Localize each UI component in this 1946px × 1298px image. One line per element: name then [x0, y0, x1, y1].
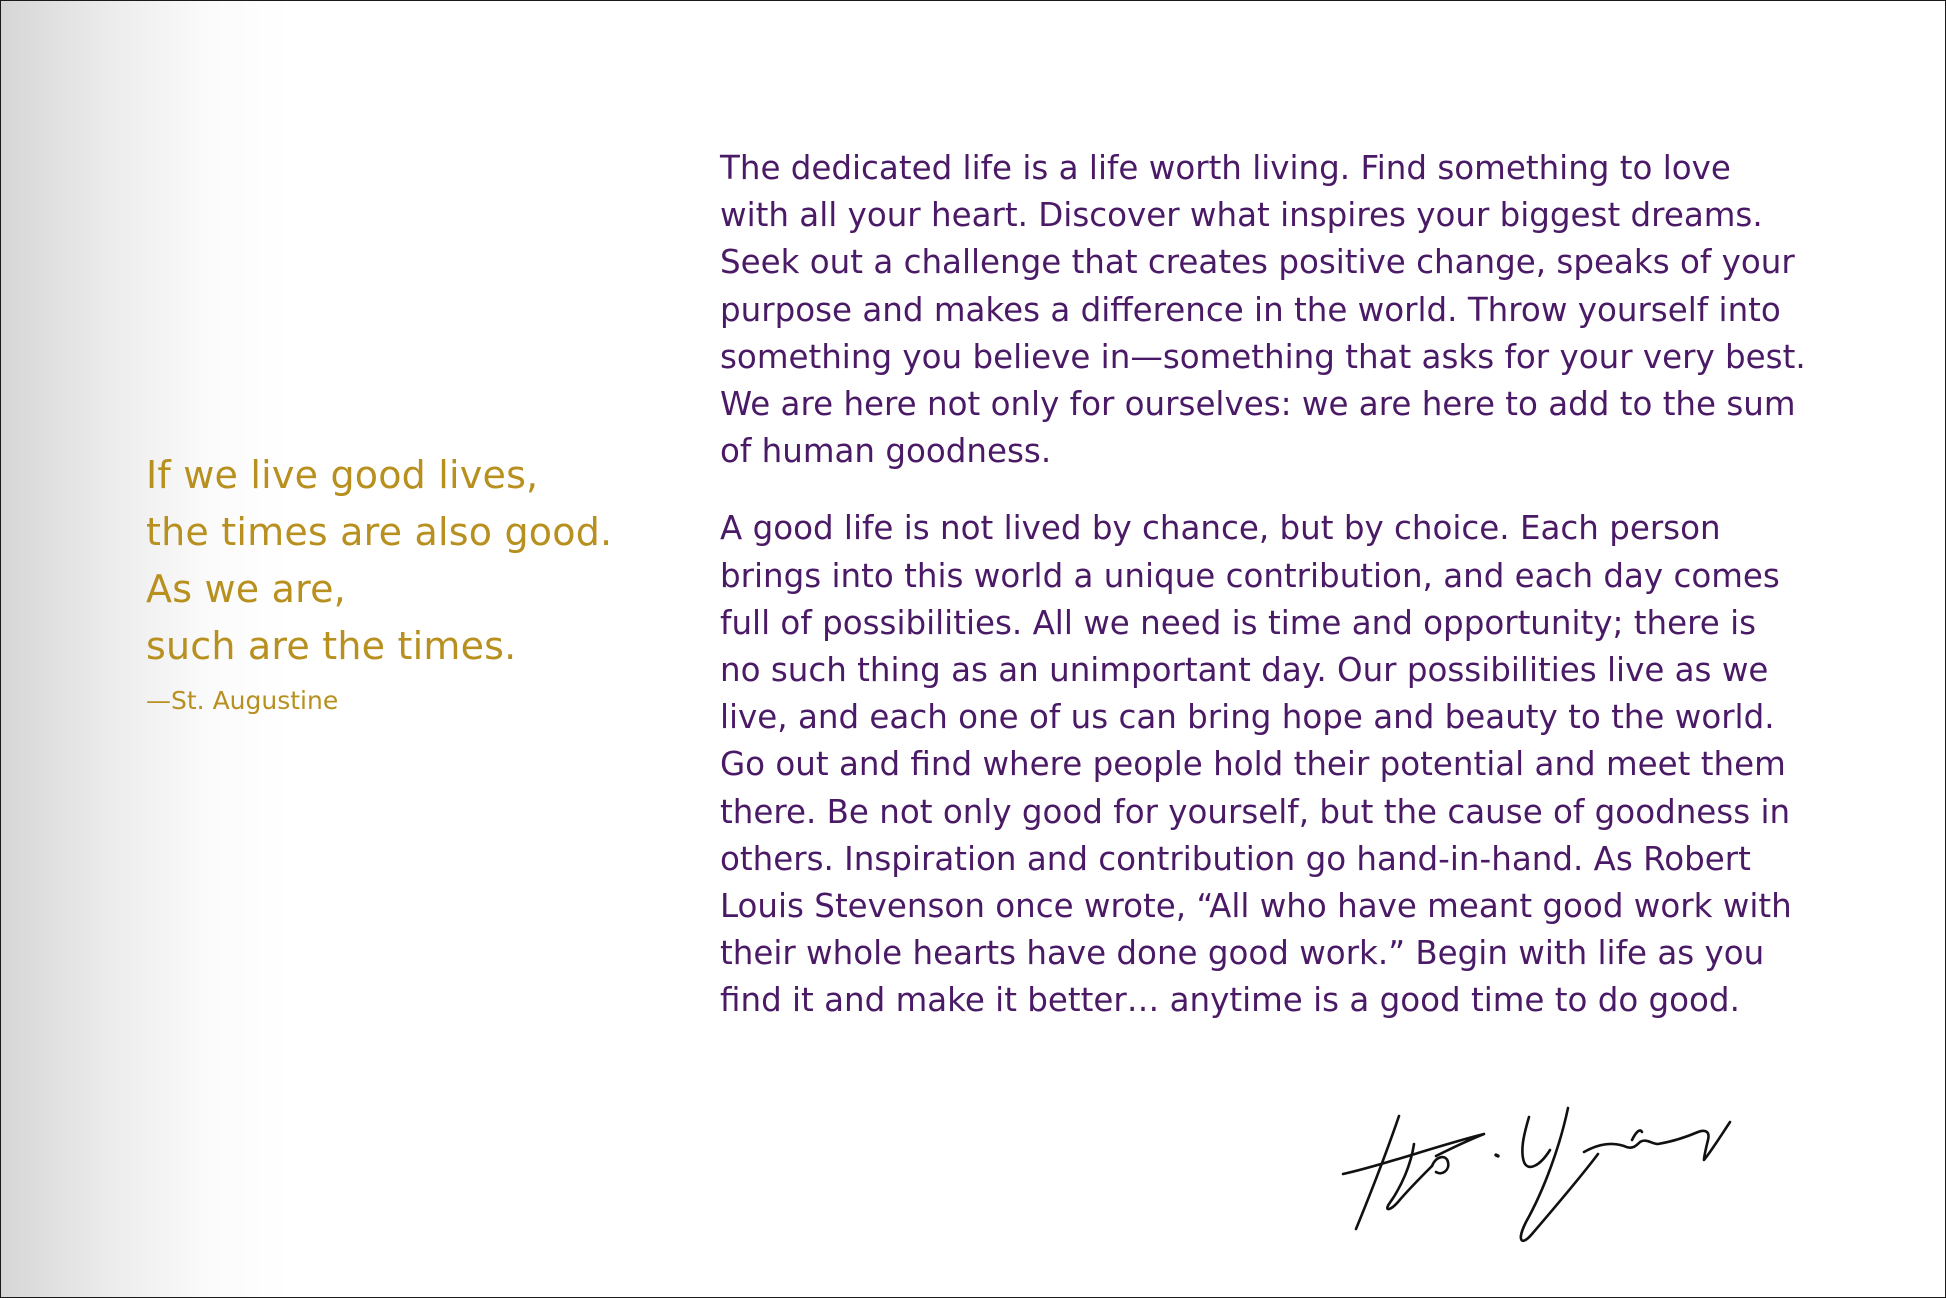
text-line: We are here not only for ourselves: we are here to add to the sum: [720, 385, 1796, 424]
text-line: full of possibilities. All we need is time and opportunity; there is: [720, 603, 1757, 642]
text-line: Seek out a challenge that creates positive change, speaks of your: [720, 243, 1795, 282]
text-line: Louis Stevenson once wrote, “All who have meant good work with: [720, 887, 1792, 926]
quote-line: As we are,: [146, 567, 346, 611]
text-line: Go out and find where people hold their potential and meet them: [720, 745, 1786, 784]
letter-body: [720, 145, 1806, 1025]
signature: [1336, 1086, 1746, 1246]
quote-line: the times are also good.: [146, 510, 613, 554]
text-line: with all your heart. Discover what inspires your biggest dreams.: [720, 196, 1763, 235]
text-line: their whole hearts have done good work.” Begin with life as you: [720, 934, 1765, 973]
epigraph-quote: [146, 447, 626, 717]
text-line: no such thing as an unimportant day. Our possibilities live as we: [720, 651, 1769, 690]
text-line: others. Inspiration and contribution go hand-in-hand. As Robert: [720, 839, 1751, 878]
letter-paragraph-1: [720, 145, 1806, 475]
letter-paragraph-2: [720, 505, 1792, 1024]
quote-attribution: —St. Augustine: [146, 686, 339, 715]
text-line: of human goodness.: [720, 432, 1052, 471]
text-line: A good life is not lived by chance, but by choice. Each person: [720, 509, 1721, 548]
text-line: purpose and makes a difference in the world. Throw yourself into: [720, 290, 1781, 329]
text-line: brings into this world a unique contribution, and each day comes: [720, 556, 1780, 595]
handwritten-signature-icon: [1336, 1086, 1746, 1246]
text-line: live, and each one of us can bring hope and beauty to the world.: [720, 698, 1775, 737]
quote-line: If we live good lives,: [146, 453, 539, 497]
text-line: there. Be not only good for yourself, but the cause of goodness in: [720, 792, 1791, 831]
text-line: find it and make it better… anytime is a good time to do good.: [720, 981, 1740, 1020]
text-line: The dedicated life is a life worth living. Find something to love: [720, 149, 1731, 187]
text-line: something you believe in—something that asks for your very best.: [720, 337, 1806, 376]
quote-line: such are the times.: [146, 624, 517, 668]
